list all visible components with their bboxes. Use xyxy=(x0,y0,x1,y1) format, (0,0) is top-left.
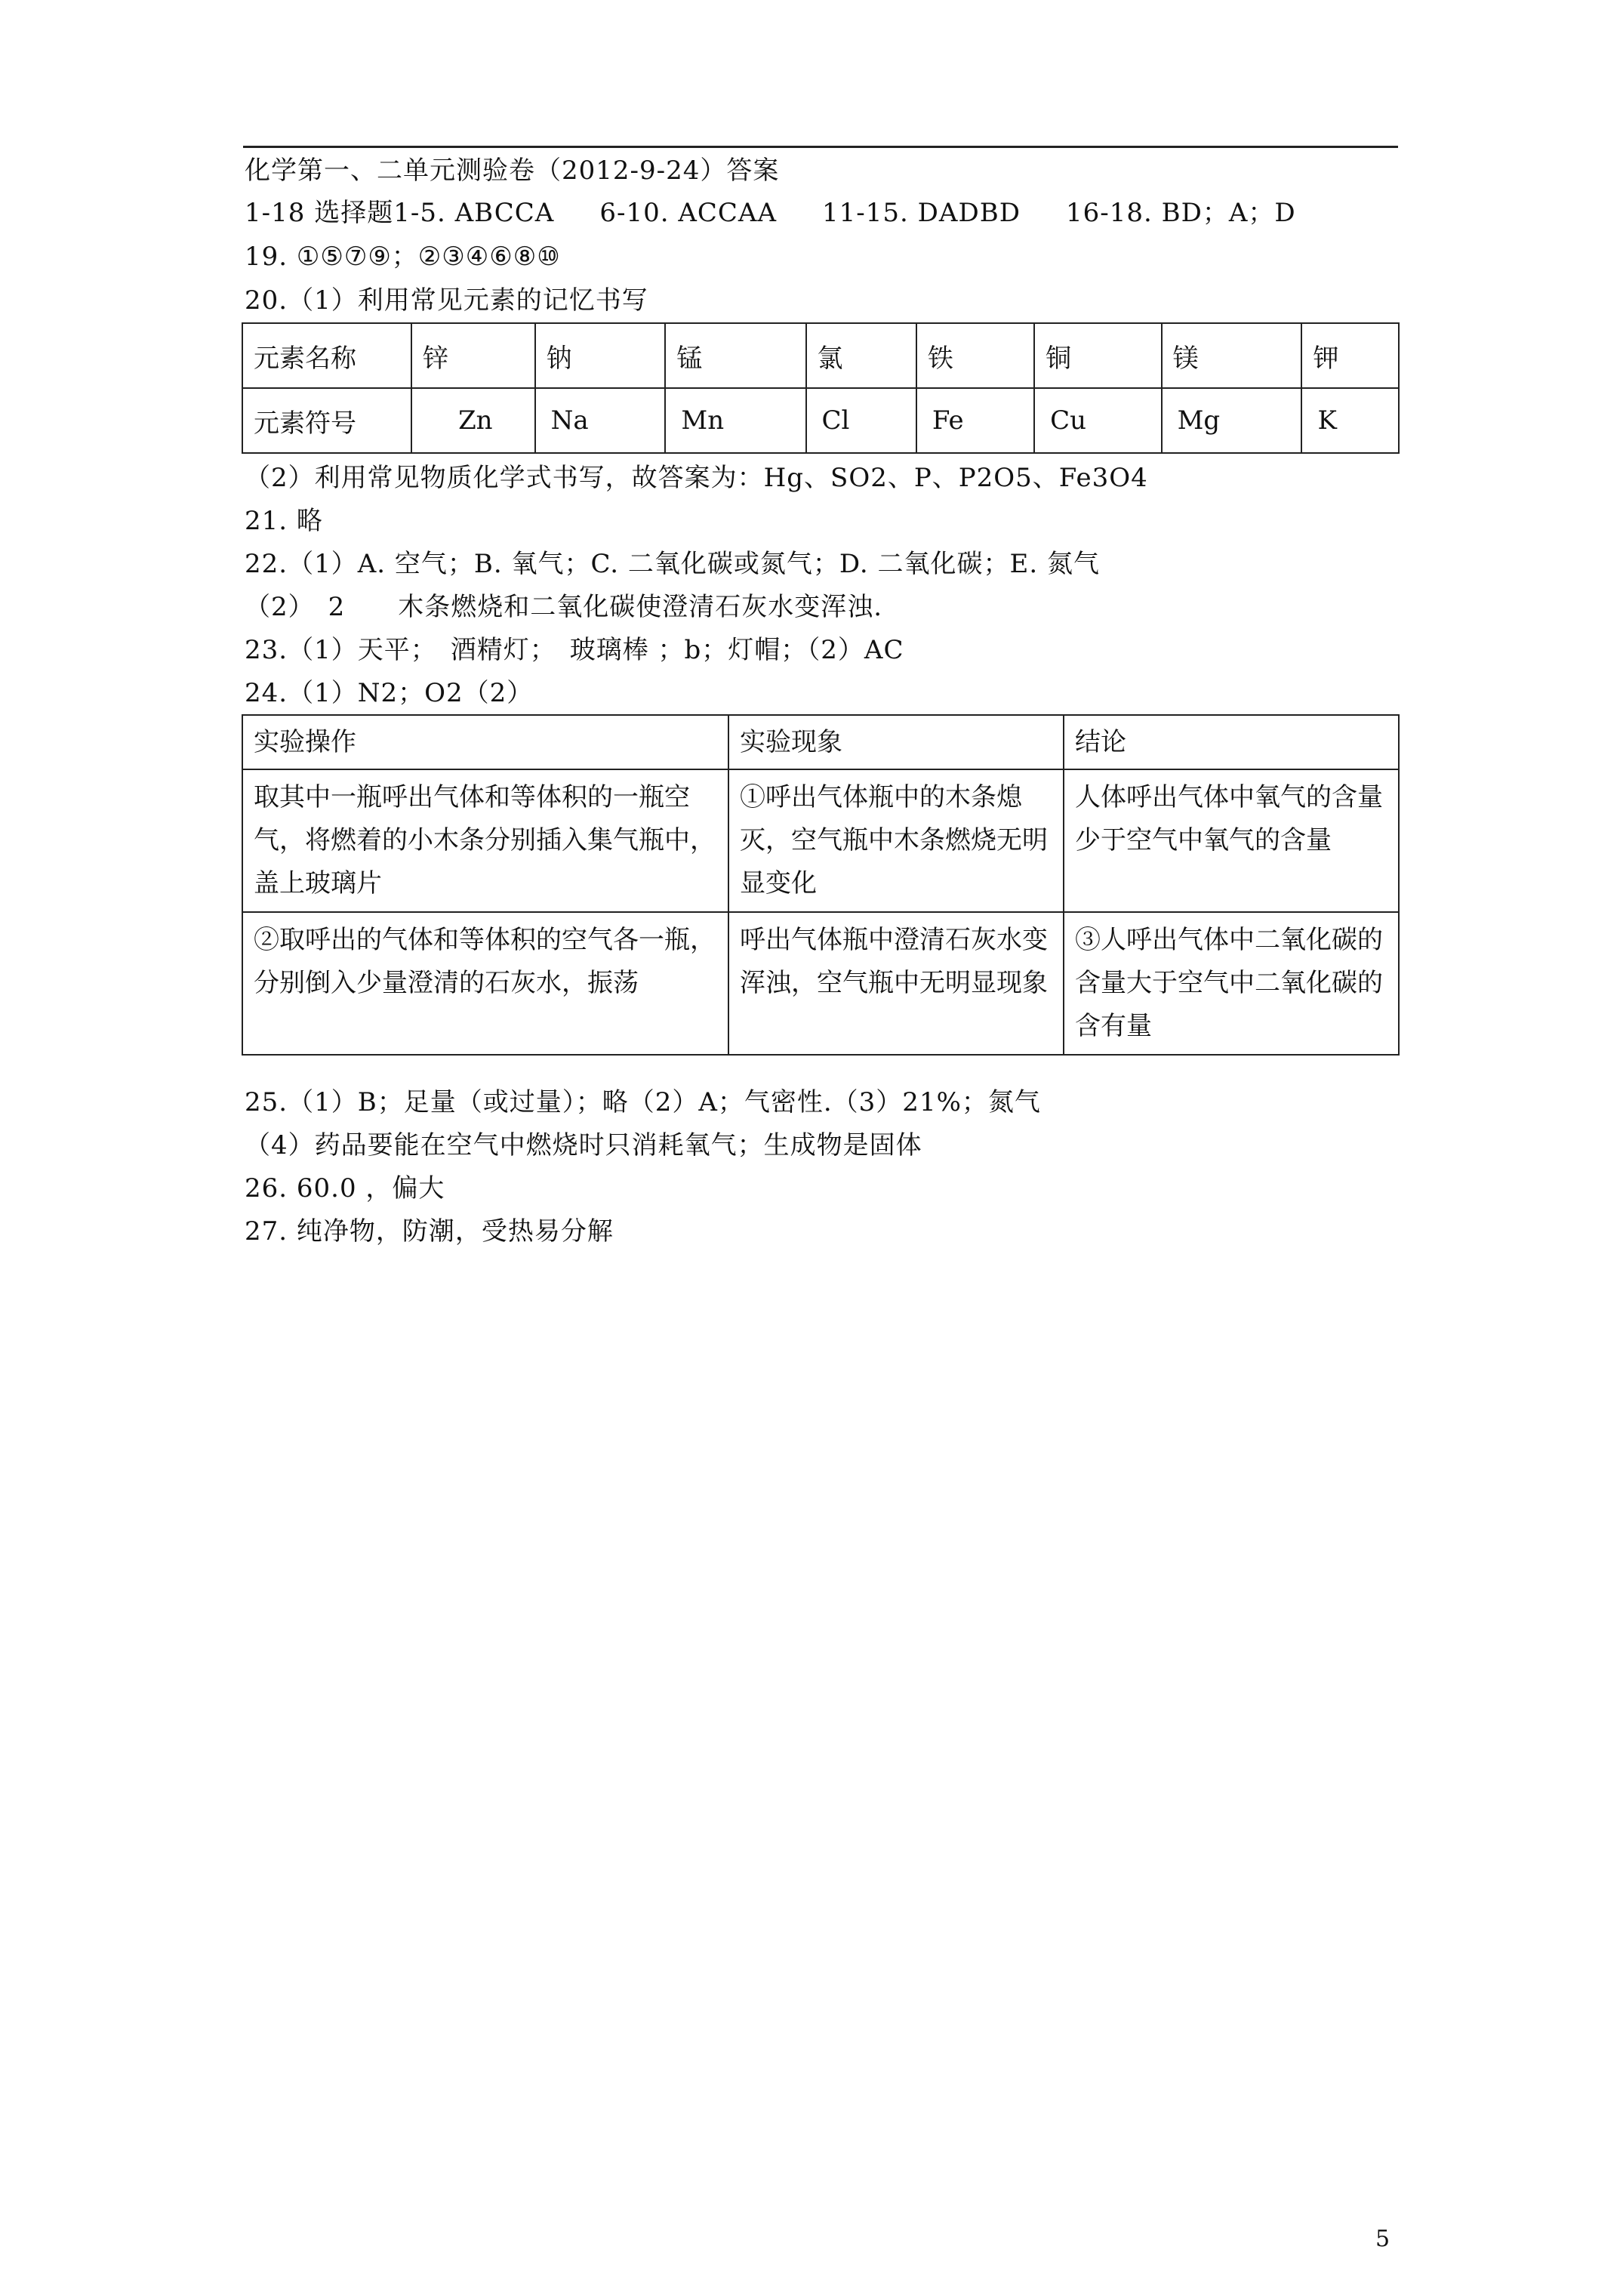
q6-10-answers: 6-10. ACCAA xyxy=(599,198,778,228)
experiment-row xyxy=(242,912,1399,1055)
answer-q22-2: （2） 2 木条燃烧和二氧化碳使澄清石灰水变浑浊. xyxy=(245,592,883,622)
experiment-cell: 人体呼出气体中氧气的含量少于空气中氧气的含量 xyxy=(1064,769,1399,912)
q1-18-label: 1-18 选择题 xyxy=(245,198,394,228)
element-cell: 钠 xyxy=(535,323,666,388)
answer-q26: 26. 60.0 ，偏大 xyxy=(245,1173,445,1203)
element-symbol-row xyxy=(242,388,1399,453)
element-cell: 镁 xyxy=(1162,323,1302,388)
element-cell: Fe xyxy=(916,388,1034,453)
page-title: 化学第一、二单元测验卷（2012-9-24）答案 xyxy=(245,156,780,186)
element-cell: Cl xyxy=(806,388,916,453)
experiment-cell: ③人呼出气体中二氧化碳的含量大于空气中二氧化碳的含有量 xyxy=(1064,912,1399,1055)
answer-q1-18 xyxy=(245,196,1296,230)
answer-q22-1: 22.（1）A. 空气；B. 氧气；C. 二氧化碳或氮气；D. 二氧化碳；E. 氮气 xyxy=(245,549,1100,579)
experiment-cell: ①呼出气体瓶中的木条熄灭，空气瓶中木条燃烧无明显变化 xyxy=(728,769,1064,912)
page-number: 5 xyxy=(1375,2226,1390,2252)
experiment-cell: 取其中一瓶呼出气体和等体积的一瓶空气，将燃着的小木条分别插入集气瓶中，盖上玻璃片 xyxy=(242,769,728,912)
element-cell: Cu xyxy=(1034,388,1161,453)
element-cell: 元素符号 xyxy=(242,388,411,453)
answer-q20-2: （2）利用常见物质化学式书写，故答案为：Hg、SO2、P、P2O5、Fe3O4 xyxy=(245,463,1148,493)
answer-q21: 21. 略 xyxy=(245,506,323,536)
answer-q20-1: 20.（1）利用常见元素的记忆书写 xyxy=(245,285,648,316)
answer-q27: 27. 纯净物，防潮，受热易分解 xyxy=(245,1216,614,1247)
element-cell: 铁 xyxy=(916,323,1034,388)
element-cell: 钾 xyxy=(1301,323,1399,388)
element-cell: 锌 xyxy=(411,323,535,388)
answer-q25-2: （4）药品要能在空气中燃烧时只消耗氧气；生成物是固体 xyxy=(245,1130,922,1160)
answer-q19: 19. ①⑤⑦⑨；②③④⑥⑧⑩ xyxy=(245,242,561,272)
q16-18-answers: 16-18. BD；A；D xyxy=(1065,198,1296,228)
element-cell: Na xyxy=(535,388,666,453)
experiment-cell: ②取呼出的气体和等体积的空气各一瓶，分别倒入少量澄清的石灰水，振荡 xyxy=(242,912,728,1055)
element-cell: Mg xyxy=(1162,388,1302,453)
header-cell: 实验操作 xyxy=(242,715,728,769)
header-rule xyxy=(243,146,1398,148)
header-cell: 结论 xyxy=(1064,715,1399,769)
q1-5-answers: 1-5. ABCCA xyxy=(393,198,555,228)
element-cell: 氯 xyxy=(806,323,916,388)
answer-q24: 24.（1）N2；O2（2） xyxy=(245,678,534,708)
element-cell: Zn xyxy=(411,388,535,453)
header-cell: 实验现象 xyxy=(728,715,1064,769)
answer-q25-1: 25.（1）B；足量（或过量）；略（2）A；气密性.（3）21%；氮气 xyxy=(245,1087,1041,1117)
element-name-row xyxy=(242,323,1399,388)
element-cell: 锰 xyxy=(665,323,805,388)
experiment-row xyxy=(242,769,1399,912)
element-cell: K xyxy=(1301,388,1399,453)
answer-q23: 23.（1）天平； 酒精灯； 玻璃棒 ；b；灯帽；（2）AC xyxy=(245,635,904,665)
q11-15-answers: 11-15. DADBD xyxy=(822,198,1021,228)
element-cell: 铜 xyxy=(1034,323,1161,388)
element-cell: 元素名称 xyxy=(242,323,411,388)
element-cell: Mn xyxy=(665,388,805,453)
experiment-cell: 呼出气体瓶中澄清石灰水变浑浊，空气瓶中无明显现象 xyxy=(728,912,1064,1055)
experiment-header-row xyxy=(242,715,1399,769)
experiment-table xyxy=(242,714,1400,1056)
element-table xyxy=(242,322,1400,454)
